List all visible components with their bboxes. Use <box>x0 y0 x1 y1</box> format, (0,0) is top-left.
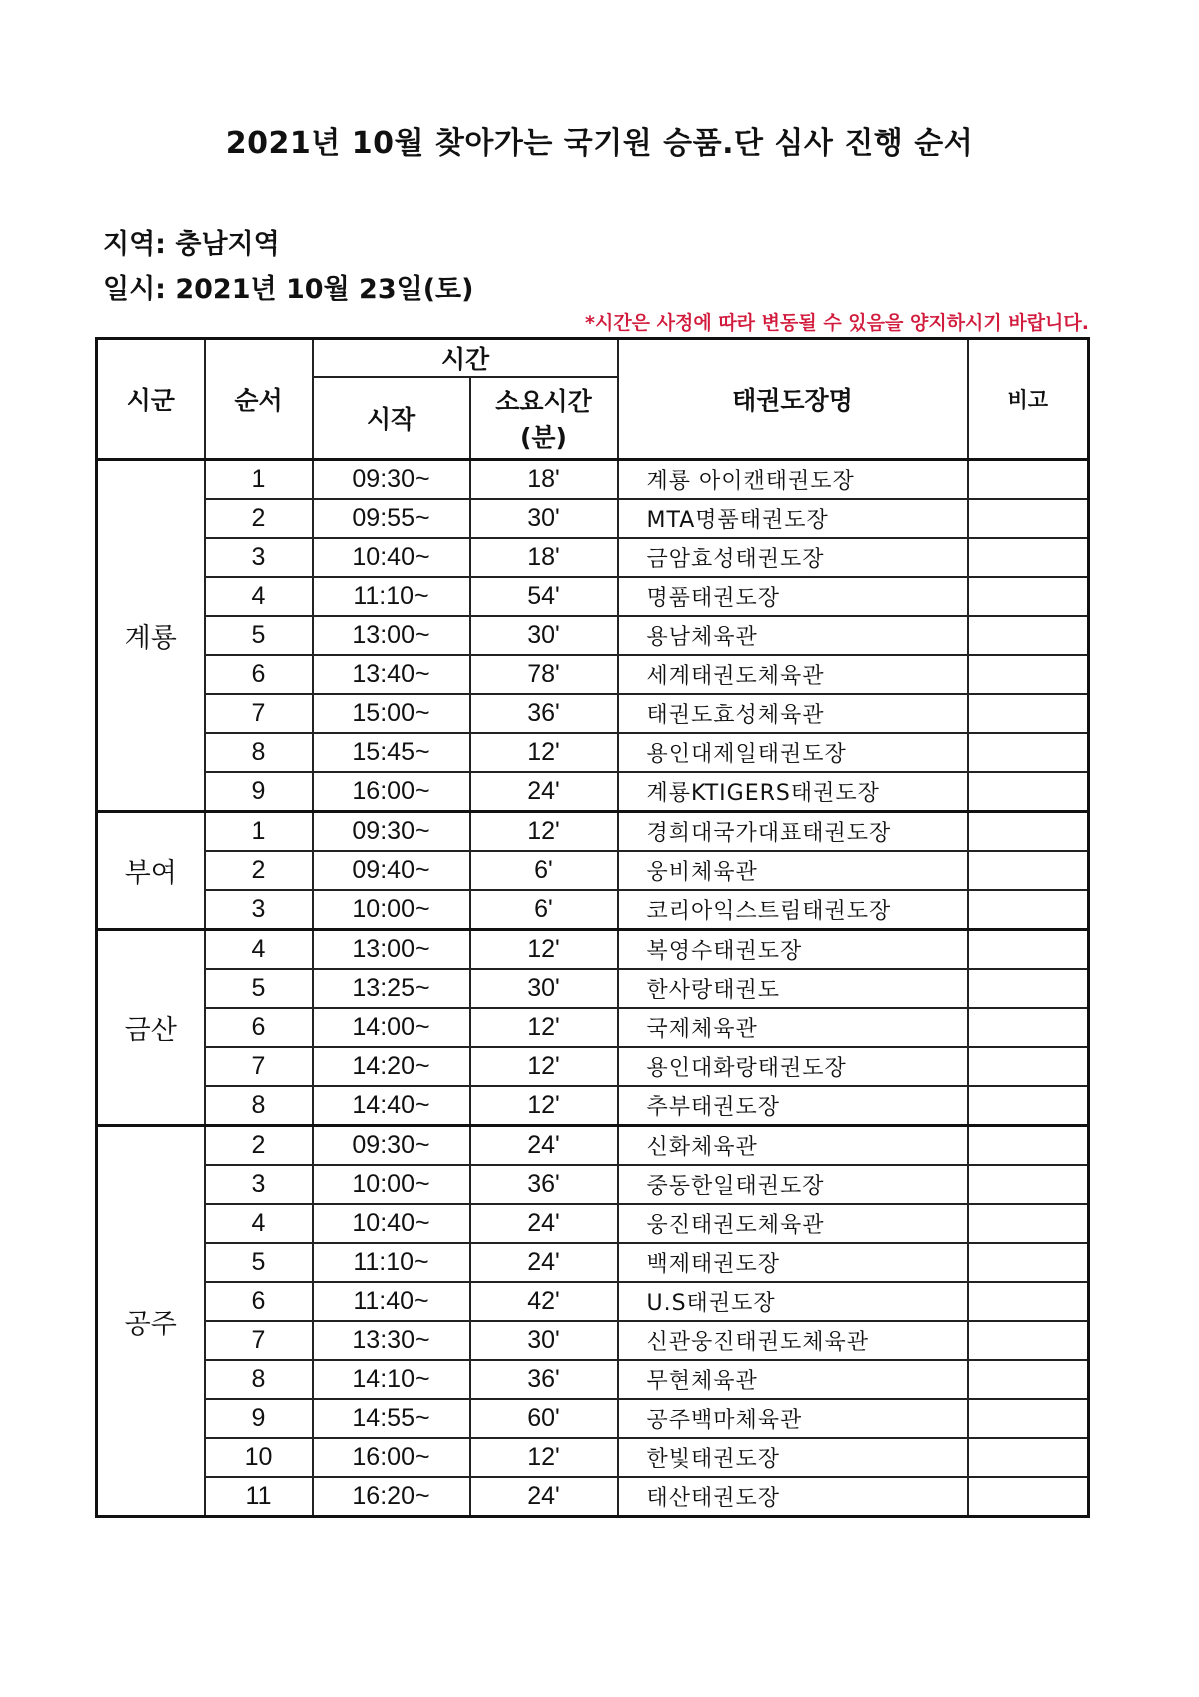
gym-name-cell: 추부태권도장 <box>618 1086 968 1126</box>
order-cell: 2 <box>205 851 313 890</box>
note-cell <box>968 1086 1089 1126</box>
gym-name-cell: 태산태권도장 <box>618 1477 968 1517</box>
start-time-cell: 09:30~ <box>313 812 470 852</box>
duration-cell: 42' <box>470 1282 618 1321</box>
start-time-cell: 14:10~ <box>313 1360 470 1399</box>
header-start: 시작 <box>313 377 470 460</box>
gym-name-cell: 국제체육관 <box>618 1008 968 1047</box>
duration-cell: 12' <box>470 1438 618 1477</box>
gym-name-cell: 신관웅진태권도체육관 <box>618 1321 968 1360</box>
start-time-cell: 13:40~ <box>313 655 470 694</box>
note-cell <box>968 616 1089 655</box>
order-cell: 9 <box>205 772 313 812</box>
table-row <box>97 1165 1089 1204</box>
start-time-cell: 09:30~ <box>313 460 470 500</box>
gym-name-cell: 코리아익스트림태권도장 <box>618 890 968 930</box>
header-duration-label: 소요시간 <box>495 387 592 416</box>
note-cell <box>968 1477 1089 1517</box>
table-row <box>97 1477 1089 1517</box>
table-row <box>97 499 1089 538</box>
table-row <box>97 1008 1089 1047</box>
start-time-cell: 11:40~ <box>313 1282 470 1321</box>
schedule-change-notice: *시간은 사정에 따라 변동될 수 있음을 양지하시기 바랍니다. <box>585 312 1089 334</box>
order-cell: 7 <box>205 1321 313 1360</box>
header-duration <box>470 377 618 460</box>
order-cell: 7 <box>205 1047 313 1086</box>
order-cell: 4 <box>205 577 313 616</box>
gym-name-cell: 백제태권도장 <box>618 1243 968 1282</box>
table-row <box>97 930 1089 970</box>
region-cell: 부여 <box>97 812 205 930</box>
table-row <box>97 851 1089 890</box>
note-cell <box>968 1165 1089 1204</box>
start-time-cell: 09:40~ <box>313 851 470 890</box>
gym-name-cell: 중동한일태권도장 <box>618 1165 968 1204</box>
duration-cell: 12' <box>470 1086 618 1126</box>
table-row <box>97 772 1089 812</box>
note-cell <box>968 1321 1089 1360</box>
gym-name-cell: 공주백마체육관 <box>618 1399 968 1438</box>
table-row <box>97 460 1089 500</box>
table-row <box>97 733 1089 772</box>
note-cell <box>968 577 1089 616</box>
order-cell: 5 <box>205 969 313 1008</box>
start-time-cell: 16:20~ <box>313 1477 470 1517</box>
region-line: 지역: 충남지역 <box>103 229 280 260</box>
duration-cell: 54' <box>470 577 618 616</box>
note-cell <box>968 694 1089 733</box>
table-row <box>97 890 1089 930</box>
gym-name-cell: 웅비체육관 <box>618 851 968 890</box>
duration-cell: 60' <box>470 1399 618 1438</box>
order-cell: 6 <box>205 1008 313 1047</box>
note-cell <box>968 772 1089 812</box>
start-time-cell: 09:55~ <box>313 499 470 538</box>
order-cell: 6 <box>205 1282 313 1321</box>
gym-name-cell: 계룡 아이캔태권도장 <box>618 460 968 500</box>
table-body <box>97 460 1089 1517</box>
gym-name-cell: 한사랑태권도 <box>618 969 968 1008</box>
start-time-cell: 10:00~ <box>313 890 470 930</box>
gym-name-cell: 용인대화랑태권도장 <box>618 1047 968 1086</box>
header-note: 비고 <box>968 339 1089 460</box>
start-time-cell: 11:10~ <box>313 1243 470 1282</box>
table-row <box>97 538 1089 577</box>
header-region: 시군 <box>97 339 205 460</box>
order-cell: 10 <box>205 1438 313 1477</box>
duration-cell: 12' <box>470 812 618 852</box>
note-cell <box>968 1126 1089 1166</box>
note-cell <box>968 1243 1089 1282</box>
note-cell <box>968 969 1089 1008</box>
order-cell: 11 <box>205 1477 313 1517</box>
order-cell: 8 <box>205 1360 313 1399</box>
table-row <box>97 1243 1089 1282</box>
start-time-cell: 16:00~ <box>313 1438 470 1477</box>
table-row <box>97 969 1089 1008</box>
table-row <box>97 1282 1089 1321</box>
start-time-cell: 14:55~ <box>313 1399 470 1438</box>
start-time-cell: 14:20~ <box>313 1047 470 1086</box>
note-cell <box>968 1008 1089 1047</box>
gym-name-cell: 용남체육관 <box>618 616 968 655</box>
duration-cell: 30' <box>470 969 618 1008</box>
duration-cell: 12' <box>470 733 618 772</box>
header-time: 시간 <box>313 339 618 378</box>
note-cell <box>968 1438 1089 1477</box>
order-cell: 5 <box>205 616 313 655</box>
duration-cell: 12' <box>470 930 618 970</box>
gym-name-cell: 명품태권도장 <box>618 577 968 616</box>
duration-cell: 24' <box>470 1477 618 1517</box>
table-row <box>97 1438 1089 1477</box>
order-cell: 3 <box>205 890 313 930</box>
table-row <box>97 655 1089 694</box>
duration-cell: 36' <box>470 1360 618 1399</box>
table-row <box>97 1360 1089 1399</box>
duration-cell: 18' <box>470 538 618 577</box>
table-row <box>97 577 1089 616</box>
start-time-cell: 10:40~ <box>313 1204 470 1243</box>
table-row <box>97 1126 1089 1166</box>
duration-cell: 30' <box>470 616 618 655</box>
gym-name-cell: 태권도효성체육관 <box>618 694 968 733</box>
start-time-cell: 14:40~ <box>313 1086 470 1126</box>
note-cell <box>968 460 1089 500</box>
note-cell <box>968 655 1089 694</box>
order-cell: 9 <box>205 1399 313 1438</box>
schedule-table <box>95 337 1090 1518</box>
order-cell: 1 <box>205 460 313 500</box>
gym-name-cell: 웅진태권도체육관 <box>618 1204 968 1243</box>
note-cell <box>968 1360 1089 1399</box>
duration-cell: 24' <box>470 1204 618 1243</box>
start-time-cell: 13:25~ <box>313 969 470 1008</box>
gym-name-cell: MTA명품태권도장 <box>618 499 968 538</box>
start-time-cell: 11:10~ <box>313 577 470 616</box>
order-cell: 4 <box>205 1204 313 1243</box>
start-time-cell: 10:00~ <box>313 1165 470 1204</box>
start-time-cell: 14:00~ <box>313 1008 470 1047</box>
gym-name-cell: 무현체육관 <box>618 1360 968 1399</box>
note-cell <box>968 1047 1089 1086</box>
duration-cell: 78' <box>470 655 618 694</box>
note-cell <box>968 851 1089 890</box>
order-cell: 6 <box>205 655 313 694</box>
header-duration-unit: (분) <box>519 423 567 452</box>
gym-name-cell: 복영수태권도장 <box>618 930 968 970</box>
table-row <box>97 1399 1089 1438</box>
duration-cell: 24' <box>470 1243 618 1282</box>
order-cell: 2 <box>205 1126 313 1166</box>
date-line: 일시: 2021년 10월 23일(토) <box>103 274 474 305</box>
order-cell: 4 <box>205 930 313 970</box>
start-time-cell: 13:30~ <box>313 1321 470 1360</box>
order-cell: 8 <box>205 1086 313 1126</box>
start-time-cell: 15:45~ <box>313 733 470 772</box>
table-row <box>97 1321 1089 1360</box>
gym-name-cell: 세계태권도체육관 <box>618 655 968 694</box>
header-gym-name: 태권도장명 <box>618 339 968 460</box>
note-cell <box>968 890 1089 930</box>
note-cell <box>968 1399 1089 1438</box>
table-row <box>97 694 1089 733</box>
gym-name-cell: 계룡KTIGERS태권도장 <box>618 772 968 812</box>
document-title: 2021년 10월 찾아가는 국기원 승품.단 심사 진행 순서 <box>225 126 974 161</box>
duration-cell: 12' <box>470 1047 618 1086</box>
duration-cell: 24' <box>470 772 618 812</box>
region-cell: 계룡 <box>97 460 205 812</box>
note-cell <box>968 1282 1089 1321</box>
duration-cell: 36' <box>470 694 618 733</box>
duration-cell: 30' <box>470 1321 618 1360</box>
start-time-cell: 13:00~ <box>313 930 470 970</box>
table-row <box>97 1204 1089 1243</box>
duration-cell: 6' <box>470 890 618 930</box>
order-cell: 1 <box>205 812 313 852</box>
start-time-cell: 10:40~ <box>313 538 470 577</box>
gym-name-cell: U.S태권도장 <box>618 1282 968 1321</box>
start-time-cell: 13:00~ <box>313 616 470 655</box>
table-header <box>97 339 1089 460</box>
note-cell <box>968 733 1089 772</box>
order-cell: 7 <box>205 694 313 733</box>
start-time-cell: 16:00~ <box>313 772 470 812</box>
gym-name-cell: 신화체육관 <box>618 1126 968 1166</box>
duration-cell: 12' <box>470 1008 618 1047</box>
table-row <box>97 812 1089 852</box>
note-cell <box>968 1204 1089 1243</box>
gym-name-cell: 한빛태권도장 <box>618 1438 968 1477</box>
start-time-cell: 15:00~ <box>313 694 470 733</box>
duration-cell: 36' <box>470 1165 618 1204</box>
gym-name-cell: 용인대제일태권도장 <box>618 733 968 772</box>
gym-name-cell: 경희대국가대표태권도장 <box>618 812 968 852</box>
duration-cell: 18' <box>470 460 618 500</box>
order-cell: 2 <box>205 499 313 538</box>
order-cell: 3 <box>205 1165 313 1204</box>
duration-cell: 30' <box>470 499 618 538</box>
order-cell: 5 <box>205 1243 313 1282</box>
region-cell: 금산 <box>97 930 205 1126</box>
gym-name-cell: 금암효성태권도장 <box>618 538 968 577</box>
region-cell: 공주 <box>97 1126 205 1517</box>
order-cell: 8 <box>205 733 313 772</box>
note-cell <box>968 812 1089 852</box>
duration-cell: 24' <box>470 1126 618 1166</box>
note-cell <box>968 538 1089 577</box>
table-row <box>97 1086 1089 1126</box>
table-row <box>97 616 1089 655</box>
order-cell: 3 <box>205 538 313 577</box>
note-cell <box>968 499 1089 538</box>
table-row <box>97 1047 1089 1086</box>
note-cell <box>968 930 1089 970</box>
duration-cell: 6' <box>470 851 618 890</box>
start-time-cell: 09:30~ <box>313 1126 470 1166</box>
header-order: 순서 <box>205 339 313 460</box>
